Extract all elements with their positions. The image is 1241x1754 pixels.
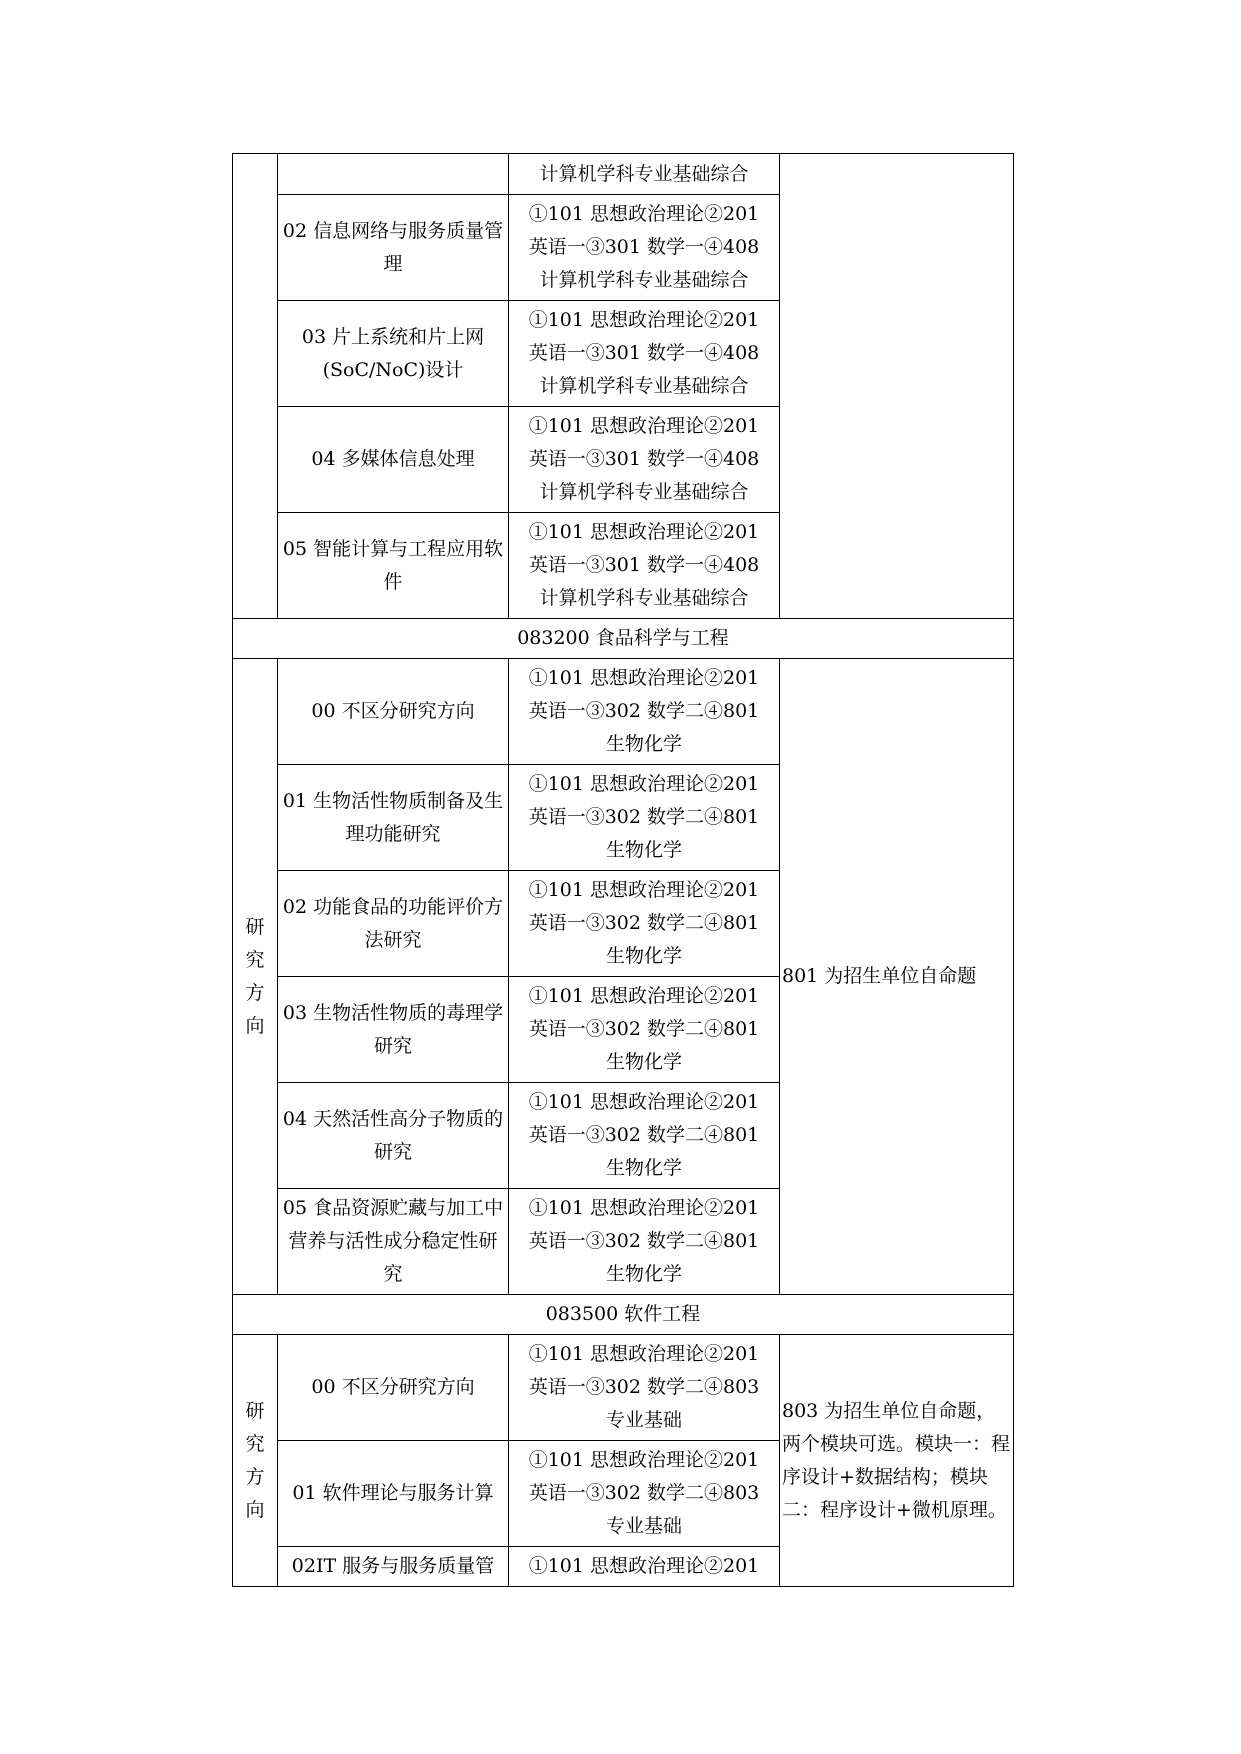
exam-cell xyxy=(509,154,780,195)
exam-line: ①101 思想政治理论②201 xyxy=(528,773,760,795)
exam-cell xyxy=(509,1441,780,1547)
exam-line: 英语一③302 数学二④803 xyxy=(528,1376,760,1398)
direction-cell: 00 不区分研究方向 xyxy=(278,659,509,765)
side-label-char: 方 xyxy=(245,981,265,1004)
direction-cell: 05 智能计算与工程应用软件 xyxy=(278,513,509,619)
exam-cell xyxy=(509,1189,780,1295)
exam-line: 生物化学 xyxy=(605,1157,682,1179)
direction-cell: 02IT 服务与服务质量管 xyxy=(278,1547,509,1587)
exam-line: ①101 思想政治理论②201 xyxy=(528,521,760,543)
exam-line: 英语一③301 数学一④408 xyxy=(528,448,760,470)
direction-cell xyxy=(278,154,509,195)
exam-line: ①101 思想政治理论②201 xyxy=(528,667,760,689)
exam-line: 生物化学 xyxy=(605,945,682,967)
note-cell-food: 801 为招生单位自命题 xyxy=(780,659,1014,1295)
direction-cell: 02 信息网络与服务质量管理 xyxy=(278,195,509,301)
section-title-software: 083500 软件工程 xyxy=(233,1295,1014,1335)
exam-cell xyxy=(509,977,780,1083)
exam-line: ①101 思想政治理论②201 xyxy=(528,1197,760,1219)
exam-line: 专业基础 xyxy=(605,1515,682,1537)
section-title-food: 083200 食品科学与工程 xyxy=(233,619,1014,659)
section-header-row xyxy=(233,619,1014,659)
exam-cell xyxy=(509,1335,780,1441)
direction-cell: 01 软件理论与服务计算 xyxy=(278,1441,509,1547)
table-row xyxy=(233,1335,1014,1441)
side-label-char: 究 xyxy=(245,1432,265,1455)
exam-line: ①101 思想政治理论②201 xyxy=(528,1449,760,1471)
exam-line: ①101 思想政治理论②201 xyxy=(528,203,760,225)
exam-line: 计算机学科专业基础综合 xyxy=(539,481,749,503)
exam-line: 英语一③302 数学二④801 xyxy=(528,806,760,828)
direction-cell: 02 功能食品的功能评价方法研究 xyxy=(278,871,509,977)
exam-line: 生物化学 xyxy=(605,1263,682,1285)
side-label-char: 向 xyxy=(245,1498,265,1521)
direction-cell: 00 不区分研究方向 xyxy=(278,1335,509,1441)
exam-line: 计算机学科专业基础综合 xyxy=(539,269,749,291)
direction-cell: 04 天然活性高分子物质的研究 xyxy=(278,1083,509,1189)
direction-cell: 01 生物活性物质制备及生理功能研究 xyxy=(278,765,509,871)
exam-line: 英语一③302 数学二④803 xyxy=(528,1482,760,1504)
side-label-software xyxy=(233,1335,278,1587)
side-label-food xyxy=(233,659,278,1295)
note-cell-empty xyxy=(780,154,1014,619)
exam-cell xyxy=(509,1083,780,1189)
exam-cell xyxy=(509,871,780,977)
side-label-char: 研 xyxy=(245,1399,265,1422)
exam-line: 英语一③302 数学二④801 xyxy=(528,1018,760,1040)
section-header-row xyxy=(233,1295,1014,1335)
exam-line: 英语一③302 数学二④801 xyxy=(528,1124,760,1146)
exam-line: 生物化学 xyxy=(605,733,682,755)
exam-cell xyxy=(509,301,780,407)
direction-cell: 03 片上系统和片上网(SoC/NoC)设计 xyxy=(278,301,509,407)
exam-line: ①101 思想政治理论②201 xyxy=(528,985,760,1007)
exam-line: 计算机学科专业基础综合 xyxy=(539,587,749,609)
side-label-char: 方 xyxy=(245,1465,265,1488)
exam-cell xyxy=(509,765,780,871)
exam-line: 英语一③301 数学一④408 xyxy=(528,236,760,258)
exam-cell xyxy=(509,1547,780,1587)
table-row xyxy=(233,659,1014,765)
direction-cell: 04 多媒体信息处理 xyxy=(278,407,509,513)
exam-line: ①101 思想政治理论②201 xyxy=(528,1555,760,1577)
exam-line: ①101 思想政治理论②201 xyxy=(528,879,760,901)
exam-line: 英语一③302 数学二④801 xyxy=(528,700,760,722)
note-cell-software: 803 为招生单位自命题，两个模块可选。模块一：程序设计+数据结构；模块二：程序设计+微机原理。 xyxy=(780,1335,1014,1587)
exam-line: 英语一③302 数学二④801 xyxy=(528,912,760,934)
side-label-char: 研 xyxy=(245,915,265,938)
exam-line: 英语一③302 数学二④801 xyxy=(528,1230,760,1252)
exam-line: 英语一③301 数学一④408 xyxy=(528,342,760,364)
exam-line: ①101 思想政治理论②201 xyxy=(528,1343,760,1365)
direction-cell: 03 生物活性物质的毒理学研究 xyxy=(278,977,509,1083)
exam-cell xyxy=(509,659,780,765)
exam-line: 计算机学科专业基础综合 xyxy=(539,375,749,397)
side-label-char: 究 xyxy=(245,948,265,971)
exam-line: ①101 思想政治理论②201 xyxy=(528,415,760,437)
direction-cell: 05 食品资源贮藏与加工中营养与活性成分稳定性研究 xyxy=(278,1189,509,1295)
exam-line: ①101 思想政治理论②201 xyxy=(528,309,760,331)
exam-line: 专业基础 xyxy=(605,1409,682,1431)
table-row xyxy=(233,154,1014,195)
exam-line: 英语一③301 数学一④408 xyxy=(528,554,760,576)
exam-cell xyxy=(509,195,780,301)
program-table xyxy=(232,153,1014,1587)
exam-line: 计算机学科专业基础综合 xyxy=(539,162,749,185)
exam-line: ①101 思想政治理论②201 xyxy=(528,1091,760,1113)
exam-cell xyxy=(509,407,780,513)
side-label-char: 向 xyxy=(245,1014,265,1037)
exam-line: 生物化学 xyxy=(605,839,682,861)
exam-line: 生物化学 xyxy=(605,1051,682,1073)
side-label-empty xyxy=(233,154,278,619)
exam-cell xyxy=(509,513,780,619)
